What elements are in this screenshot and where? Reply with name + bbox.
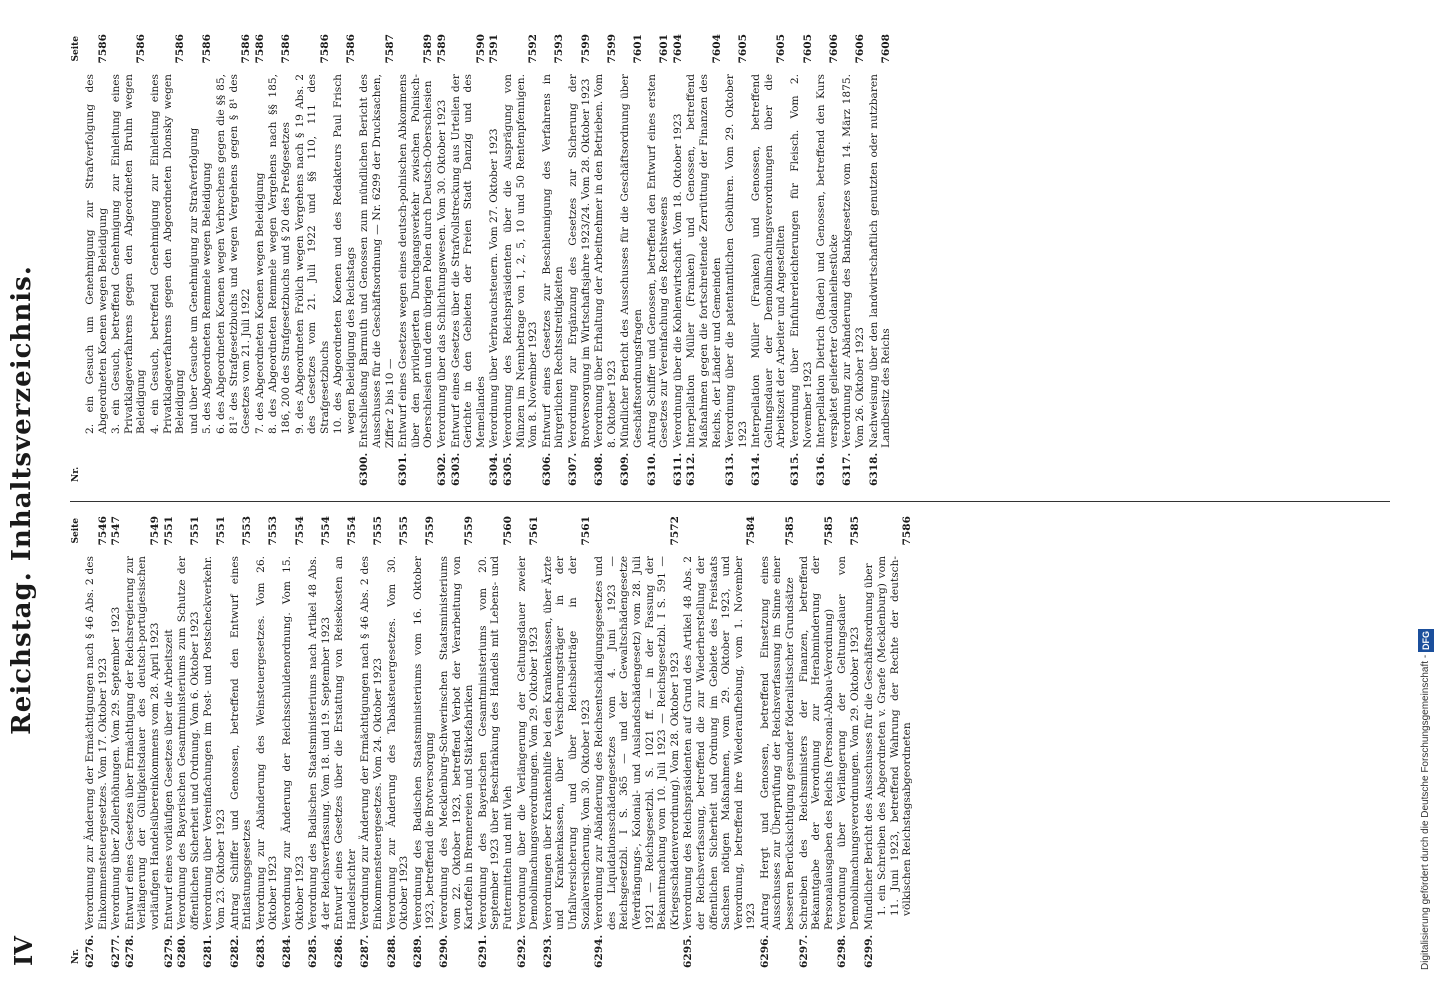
index-entry: [201, 34, 214, 486]
entry-number: 6312.: [685, 452, 698, 486]
entry-title: Verordnung über Zollerhöhungen. Vom 29. September 1923: [110, 606, 123, 930]
entry-number: 6305.: [502, 452, 514, 486]
index-entry: [215, 34, 253, 486]
entry-page: 7604: [671, 34, 684, 64]
entry-page: 7559: [463, 516, 476, 546]
index-entry: [386, 516, 411, 968]
index-entry: [436, 34, 449, 486]
entry-title: Verordnung des Badischen Staatsministeriums nach Artikel 48 Abs. 4 der Reichsverfassung. Vom 18. und 19. September 1923: [307, 556, 332, 930]
index-entry: [412, 516, 437, 968]
dfg-logo: DFG: [1418, 629, 1434, 652]
entry-page: 7546: [96, 516, 109, 546]
entry-page: 7606: [854, 34, 867, 64]
entry-page: 7555: [398, 516, 411, 546]
entry-title: 5. des Abgeordneten Remmele wegen Beleidigung: [201, 162, 214, 434]
index-entry: [163, 516, 176, 968]
entry-number: 6299.: [862, 934, 875, 968]
index-entry: [724, 34, 749, 486]
column-header-seite: Seite: [71, 518, 81, 544]
entry-page: 7559: [424, 516, 437, 546]
index-entry: [593, 516, 681, 968]
entry-title: Entwurf eines Gesetzes über die Strafvollstreckung aus Urteilen der Gerichte in den Gebieten der Freien Stadt Danzig und des Memellandes: [449, 74, 487, 448]
index-entry: [876, 516, 914, 968]
page-title: Reichstag. Inhaltsverzeichnis.: [7, 265, 37, 735]
entry-number: 6285.: [307, 934, 320, 968]
entry-number: 6301.: [397, 452, 410, 486]
index-entry: [149, 34, 187, 486]
left-entries: [84, 516, 914, 968]
index-entry: [567, 34, 592, 486]
entry-page: 7586: [135, 34, 148, 64]
entry-title: Verordnung über Vereinfachungen im Post- und Postscheckverkehr. Vom 23. Oktober 1923: [202, 556, 227, 930]
entry-number: 6294.: [593, 934, 606, 968]
entry-title: Verordnung zur Abänderung des Weinsteuergesetzes. Vom 26. Oktober 1923: [254, 556, 280, 930]
index-entry: [124, 516, 162, 968]
right-entries: [84, 34, 893, 486]
entry-number: 6300.: [358, 452, 371, 486]
entry-title: Entwurf eines Gesetzes über Ermächtigung der Reichsregierung zur Verlängerung der Gültigkeitsdauer des deutsch-portugiesischen vorläufigen Handelsübereinkommens vom 28. April 1923: [123, 556, 161, 930]
entry-number: 6291.: [476, 934, 489, 968]
entry-number: 6277.: [110, 934, 123, 968]
index-entry: [84, 516, 109, 968]
entry-title: Verordnung des Badischen Staatsministeriums vom 16. Oktober 1923, betreffend die Brotversorgung: [411, 556, 437, 930]
entry-page: 7554: [345, 516, 358, 546]
index-entry: [188, 34, 201, 486]
entry-title: 1. ein Schreiben des Abgeordneten v. Graefe (Mecklenburg) vom 11. Juni 1923, betreffend Wahrung der Rechte der deutsch-völkischen Reichstagsabgeordneten: [876, 556, 914, 916]
entry-title: Verordnung zur Änderung der Ermächtigungen nach § 46 Abs. 2 des Einkommensteuergesetzes. Vom 24. Oktober 1923: [359, 556, 385, 930]
entry-number: 6317.: [841, 452, 854, 486]
index-entry: [294, 34, 332, 486]
entry-title: 7. des Abgeordneten Koenen wegen Beleidigung: [253, 172, 266, 434]
index-entry: [267, 34, 292, 486]
entry-page: 7599: [579, 34, 592, 64]
index-entry: [176, 516, 201, 968]
entry-number: 6298.: [836, 934, 849, 968]
column-header-seite: Seite: [71, 36, 81, 62]
entry-number: 6307.: [566, 452, 579, 486]
entry-number: 6289.: [411, 934, 424, 968]
index-entry: [202, 516, 227, 968]
index-entry: [759, 516, 797, 968]
index-entry: [332, 34, 357, 486]
index-entry: [542, 516, 592, 968]
entry-title: 6. des Abgeordneten Koenen wegen Verbrechens gegen die §§ 85, 81² des Strafgesetzbuchs und wegen Vergehens gegen § 8¹ des Gesetzes vom 21. Juli 1922: [214, 74, 253, 434]
index-entry: [450, 34, 488, 486]
entry-page: 7572: [668, 516, 681, 546]
entry-title: Mündlicher Bericht des Ausschusses für die Geschäftsordnung über: [862, 563, 875, 930]
entry-page: 7551: [188, 516, 201, 546]
index-entry: [619, 34, 644, 486]
entry-page: 7593: [553, 34, 566, 64]
entry-title: Entwurf eines Gesetzes über die Erstattung von Reisekosten an Handelsrichter: [333, 556, 358, 930]
column-header-nr: Nr.: [71, 466, 81, 482]
entry-title: Verordnung über das Schlichtungswesen. Vom 30. Oktober 1923: [436, 99, 449, 448]
entry-number: 6313.: [724, 452, 737, 486]
rotated-document-page: [0, 20, 1400, 980]
index-entry: [682, 516, 758, 968]
entry-title: Verordnung über die patentamtlichen Gebühren. Vom 29. Oktober 1923: [724, 74, 749, 448]
column-header: [70, 516, 84, 968]
index-entry: [438, 516, 476, 968]
index-entry: [593, 34, 618, 486]
entry-number: 6302.: [436, 452, 449, 486]
entry-page: 7585: [822, 516, 835, 546]
entry-number: 6310.: [645, 452, 658, 486]
entry-title: Entwurf eines Gesetzes wegen eines deutsch-polnischen Abkommens über den privilegierten Durchgangsverkehr zwischen Polnisch-Oberschlesien und dem übrigen Polen durch Deutsch-Oberschlesien: [397, 74, 435, 448]
entry-page: 7587: [383, 34, 396, 64]
entry-title: Schreiben des Reichsministers der Finanzen, betreffend Bekanntgabe der Verordnung zur Herabminderung der Personalausgaben des Reichs (Personal-Abbau-Verordnung): [797, 556, 835, 930]
index-entry: [397, 34, 435, 486]
entry-page: 7608: [880, 34, 893, 64]
index-entry: [815, 34, 840, 486]
column-divider: [70, 501, 1390, 502]
index-entry: [863, 516, 876, 968]
entry-number: 6293.: [541, 934, 554, 968]
entry-title: Entwurf eines vorläufigen Gesetzes über die Arbeitszeit: [162, 629, 175, 930]
entry-page: 7561: [579, 516, 592, 546]
entry-number: 6290.: [438, 934, 451, 968]
entry-page: 7604: [710, 34, 723, 64]
credit-text-wrap: [1418, 10, 1434, 970]
entry-number: 6316.: [815, 452, 828, 486]
entry-title: Antrag Schiffer und Genossen, betreffend den Entwurf eines Entlastungsgesetzes: [228, 556, 254, 930]
index-entry: [750, 34, 788, 486]
entry-number: 6278.: [123, 934, 136, 968]
entry-page: 7554: [293, 516, 306, 546]
entry-number: 6279.: [162, 934, 175, 968]
entry-page: 7589: [422, 34, 435, 64]
entry-title: Interpellation Müller (Franken) und Genossen, betreffend Maßnahmen gegen die fortschreitende Zerrüttung der Finanzen des Reichs, der Länder und Gemeinden: [685, 74, 723, 448]
entry-page: 7554: [319, 516, 332, 546]
entry-page: 7561: [528, 516, 541, 546]
entry-number: 6295.: [682, 934, 695, 968]
entry-title: Interpellation Dietrich (Baden) und Genossen, betreffend den Kurs verspätet gelieferter Goldanleihestücke: [815, 74, 840, 448]
entry-title: Verordnung des Reichspräsidenten über die Ausprägung von Münzen im Nennbetrage von 1, 2, 5, 10 und 50 Rentenpfennigen. Vom 8. November 1923: [502, 74, 540, 448]
entry-title: Verordnung des Bayerischen Gesamtministeriums zum Schutze der öffentlichen Sicherheit und Ordnung. Vom 6. Oktober 1923: [176, 556, 201, 930]
index-entry: [868, 34, 893, 486]
credit-text: Digitalisierung gefördert durch die Deutsche Forschungsgemeinschaft -: [1420, 654, 1431, 970]
entry-page: 7560: [502, 516, 514, 546]
entry-number: 6288.: [385, 934, 398, 968]
index-entry: [841, 34, 866, 486]
entry-page: 7586: [279, 34, 292, 64]
entry-number: 6318.: [867, 452, 880, 486]
entry-title: Verordnung über Erhaltung der Arbeitnehmer in den Betrieben. Vom 8. Oktober 1923: [593, 74, 618, 448]
entry-title: Verordnung des Bayerischen Gesamtministeriums vom 20. September 1923 über Beschränkung des Handels mit Lebens- und Futtermitteln und mit Vieh: [476, 556, 514, 930]
entry-page: 7599: [605, 34, 618, 64]
entry-page: 7586: [253, 34, 266, 64]
entry-page: 7547: [110, 516, 123, 546]
entry-page: 7584: [745, 516, 758, 546]
index-entry: [110, 34, 148, 486]
column-header-nr: Nr.: [71, 948, 81, 964]
entry-title: Verordnung zur Änderung des Tabaksteuergesetzes. Vom 30. Oktober 1923: [385, 556, 411, 930]
index-entry: [358, 34, 396, 486]
entry-title: Verordnung zur Ergänzung des Gesetzes zur Sicherung der Brotversorgung im Wirtschaftsjahre 1923/24. Vom 28. Oktober 1923: [566, 74, 592, 448]
entry-title: Verordnungen über Krankenhilfe bei den Krankenkassen, über Ärzte und Krankenkassen, über Versicherungsträger in der Unfallversicherung und über Reichsbeiträge in der Sozialversicherung. Vom 30. Oktober 1923: [541, 556, 592, 930]
entry-number: 6284.: [280, 934, 293, 968]
entry-title: Verordnung zur Abänderung des Bankgesetzes vom 14. März 1875. Vom 26. Oktober 1923: [841, 74, 867, 448]
index-entry: [307, 516, 332, 968]
index-entry: [281, 516, 306, 968]
entry-page: 7605: [801, 34, 814, 64]
entry-page: 7551: [214, 516, 227, 546]
entry-number: 6296.: [758, 934, 771, 968]
entry-number: 6283.: [254, 934, 267, 968]
index-entry: [502, 34, 540, 486]
index-entry: [359, 516, 384, 968]
entry-title: Verordnung über Verlängerung der Geltungsdauer von Demobilmachungsverordnungen. Vom 29. Oktober 1923: [836, 556, 862, 930]
entry-page: 7553: [267, 516, 280, 546]
entry-title: 8. des Abgeordneten Remmele wegen Vergehens nach §§ 185, 186, 200 des Strafgesetzbuchs und § 20 des Preßgesetzes: [267, 74, 292, 434]
entry-page: 7555: [372, 516, 385, 546]
entry-page: 7591: [488, 34, 501, 64]
entry-title: Verordnung über die Verlängerung der Geltungsdauer zweier Demobilmachungsverordnungen. Vom 29. Oktober 1923: [515, 556, 541, 930]
entry-page: 7586: [201, 34, 214, 64]
entry-number: 6281.: [202, 934, 215, 968]
index-entry: [646, 34, 671, 486]
entry-page: 7585: [784, 516, 797, 546]
entry-title: Verordnung über Einfuhrerleichterungen für Fleisch. Vom 2. November 1923: [789, 74, 814, 448]
entry-number: 6314.: [750, 452, 763, 486]
index-entry: [110, 516, 123, 968]
index-entry: [229, 516, 254, 968]
entry-title: 9. des Abgeordneten Frölich wegen Vergehens nach § 19 Abs. 2 des Gesetzes vom 21. Juli 1922 und §§ 110, 111 des Strafgesetzbuchs: [293, 74, 331, 434]
entry-title: Antrag Hergt und Genossen, betreffend Einsetzung eines Ausschusses zur Überprüfung der Reichsverfassung im Sinne einer besseren Berücksichtigung gesunder föderalistischer Grundsätze: [758, 556, 797, 930]
index-entry: [685, 34, 723, 486]
entry-page: 7549: [148, 516, 161, 546]
entry-title: Antrag Schiffer und Genossen, betreffend den Entwurf eines ersten Gesetzes zur Vereinfachung des Rechtswesens: [645, 74, 671, 448]
index-entry: [789, 34, 814, 486]
index-entry: [333, 516, 358, 968]
index-entry: [84, 34, 109, 486]
entry-number: 6282.: [228, 934, 241, 968]
entry-number: 6276.: [84, 934, 96, 968]
entry-title: Verordnung des Reichspräsidenten auf Grund des Artikel 48 Abs. 2 der Reichsverfassung, betreffend die zur Wiederherstellung der öffentlichen Sicherheit und Ordnung im Gebiete des Freistaats Sachsen nötigen Maßnahmen, vom 29. Oktober 1923, und Verordnung, betreffend ihre Wiederaufhebung, vom 1. November 1923: [682, 556, 758, 930]
column-header: [70, 34, 84, 486]
entry-number: 6308.: [593, 452, 606, 486]
index-entry: [254, 34, 267, 486]
entry-number: 6286.: [333, 934, 346, 968]
entry-title: Verordnung des Mecklenburg-Schwerinschen Staatsministeriums vom 22. Oktober 1923, betreffend Verbot der Verarbeitung von Kartoffeln in Brennereien und Stärkefabriken: [438, 556, 476, 930]
index-entry: [836, 516, 861, 968]
entry-page: 7586: [240, 34, 253, 64]
left-index-column: [70, 516, 1390, 968]
entry-number: 6303.: [449, 452, 462, 486]
entry-page: 7586: [318, 34, 331, 64]
entry-title: Verordnung zur Änderung der Reichsschuldenordnung. Vom 15. Oktober 1923: [280, 556, 306, 930]
entry-number: 6287.: [359, 934, 372, 968]
entry-title: Nachweisung über den landwirtschaftlich genutzten oder nutzbaren Landbesitz des Reichs: [867, 74, 893, 448]
page-header: [7, 20, 52, 980]
entry-page: 7586: [901, 516, 914, 546]
entry-page: 7601: [631, 34, 644, 64]
entry-page: 7606: [827, 34, 840, 64]
entry-page: 7605: [736, 34, 749, 64]
entry-page: 7586: [344, 34, 357, 64]
page-number: IV: [9, 936, 38, 966]
entry-title: Entwurf eines Gesetzes zur Beschleunigung des Verfahrens in bürgerlichen Rechtsstreitigkeiten: [540, 74, 566, 448]
entry-page: 7592: [527, 34, 540, 64]
entry-number: 6309.: [619, 452, 632, 486]
entry-title: Mündlicher Bericht des Ausschusses für die Geschäftsordnung über Geschäftsordnungsfragen: [619, 74, 644, 448]
entry-page: 7601: [658, 34, 671, 64]
entry-page: 7551: [162, 516, 175, 546]
entry-title: 3. ein Gesuch, betreffend Genehmigung zur Einleitung eines Privatklageverfahrens gegen den Abgeordneten Bruhn wegen Beleidigung: [110, 74, 148, 434]
entry-page: 7553: [241, 516, 254, 546]
entry-title: 4. ein Gesuch, betreffend Genehmigung zur Einleitung eines Privatklageverfahrens gegen den Abgeordneten Dlonsky wegen Beleidigung: [148, 74, 187, 434]
entry-number: 6306.: [540, 452, 553, 486]
entry-page: 7589: [436, 34, 449, 64]
index-entry: [516, 516, 541, 968]
entry-number: 6297.: [797, 934, 810, 968]
index-entry: [477, 516, 515, 968]
entry-page: 7586: [174, 34, 187, 64]
entry-page: 7605: [775, 34, 788, 64]
index-entry: [488, 34, 501, 486]
entry-number: 6292.: [515, 934, 528, 968]
entry-title: und über Gesuche um Genehmigung zur Strafverfolgung: [187, 127, 200, 434]
entry-title: 10. des Abgeordneten Koenen und des Redakteurs Paul Frisch wegen Beleidigung des Reichstags: [332, 74, 357, 434]
index-entry: [672, 34, 685, 486]
entry-title: Verordnung zur Abänderung des Reichsentschädigungsgesetzes und des Liquidationsschädengesetzes vom 4. Juni 1923 — Reichsgesetzbl. I S. 365 — und der Gewaltschädengesetze (Verdrängungs-, Kolonial- und Auslandschädengesetz) vom 28. Juli 1921 — Reichsgesetzbl. S. 1021 ff. — in der Fassung der Bekanntmachung vom 10. Juli 1923 — Reichsgesetzbl. I S. 591 — (Kriegsschädenverordnung). Vom 28. Oktober 1923: [593, 556, 681, 930]
right-index-column: [70, 34, 1390, 486]
entry-page: 7590: [474, 34, 487, 64]
entry-number: 6315.: [789, 452, 802, 486]
entry-title: 2. ein Gesuch um Genehmigung zur Strafverfolgung des Abgeordneten Koenen wegen Beleidigung: [84, 74, 109, 434]
entry-title: Verordnung über Verbrauchsteuern. Vom 27. Oktober 1923: [488, 128, 501, 448]
entry-number: 6280.: [176, 934, 189, 968]
entry-title: Entschließung Barmuth und Genossen zum mündlichen Bericht des Ausschusses für die Geschäftsordnung — Nr. 6299 der Drucksachen, Ziffer 2 bis 10 —: [358, 74, 396, 448]
index-entry: [255, 516, 280, 968]
entry-title: Verordnung zur Änderung der Ermächtigungen nach § 46 Abs. 2 des Einkommensteuergesetzes. Vom 17. Oktober 1923: [84, 556, 109, 930]
entry-page: 7586: [96, 34, 109, 64]
entry-page: 7585: [849, 516, 862, 546]
entry-title: Verordnung über die Kohlenwirtschaft. Vom 18. Oktober 1923: [671, 113, 684, 448]
index-entry: [798, 516, 836, 968]
digitization-credit: [1418, 10, 1432, 990]
entry-number: 6304.: [488, 452, 501, 486]
entry-title: Interpellation Müller (Franken) und Genossen, betreffend Geltungsdauer der Demobilmachungsverordnungen über die Arbeitszeit der Arbeiter und Angestellten: [750, 74, 788, 448]
entry-number: 6311.: [671, 452, 684, 486]
index-entry: [541, 34, 566, 486]
